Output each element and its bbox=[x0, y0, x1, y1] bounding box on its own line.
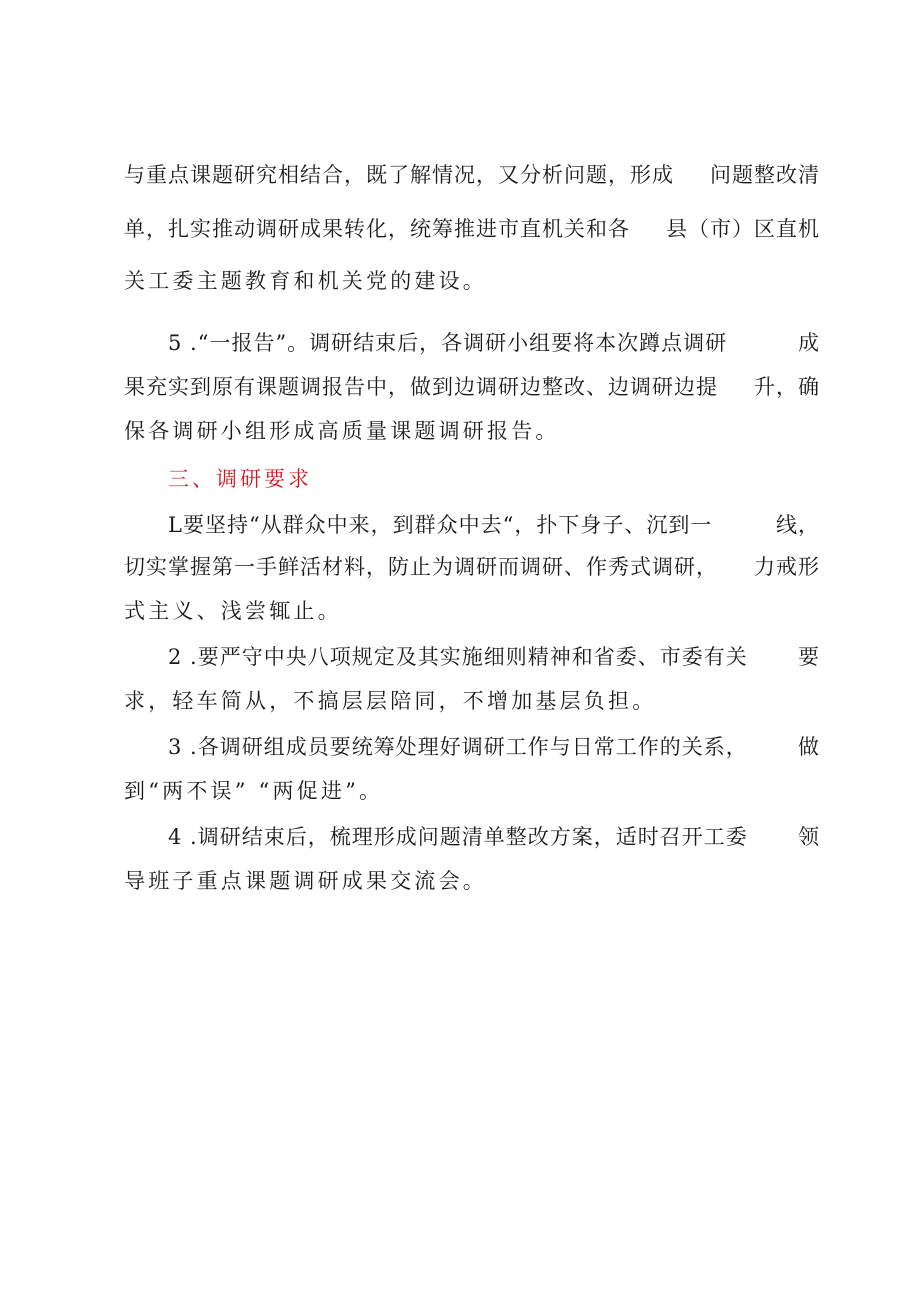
text-segment: 到“两不误” “两促进”。 bbox=[124, 779, 384, 803]
text-segment: 要 bbox=[798, 645, 820, 669]
text-segment: 保各调研小组形成高质量课题调研报告。 bbox=[124, 419, 560, 443]
text-segment: L要坚持“从群众中来，到群众中去“，扑下身子、沉到一 bbox=[168, 513, 713, 537]
text-segment: 导班子重点课题调研成果交流会。 bbox=[124, 869, 487, 893]
para1-line1 bbox=[124, 160, 820, 190]
req4-line2 bbox=[124, 866, 820, 896]
text-segment: 领 bbox=[798, 825, 820, 849]
para2-line1 bbox=[168, 328, 820, 358]
req1-line3 bbox=[124, 596, 820, 626]
para1-line2 bbox=[124, 214, 820, 244]
text-segment: 切实掌握第一手鲜活材料，防止为调研而调研、作秀式调研， bbox=[124, 555, 718, 579]
text-segment: 做 bbox=[798, 735, 820, 759]
text-segment: 单，扎实推动调研成果转化，统筹推进市直机关和各 bbox=[124, 217, 630, 241]
req3-line2 bbox=[124, 776, 820, 806]
text-segment: 力戒形 bbox=[754, 555, 820, 579]
text-segment: 5 .“一报告”。调研结束后，各调研小组要将本次蹲点调研 bbox=[168, 331, 728, 355]
req2-line1 bbox=[168, 642, 820, 672]
text-segment: 升，确 bbox=[754, 375, 820, 399]
text-segment: 果充实到原有课题调报告中，做到边调研边整改、边调研边提 bbox=[124, 375, 718, 399]
text-segment: 3 .各调研组成员要统筹处理好调研工作与日常工作的关系， bbox=[168, 735, 748, 759]
text-segment: 4 .调研结束后，梳理形成问题清单整改方案，适时召开工委 bbox=[168, 825, 748, 849]
text-segment: 问题整改清 bbox=[710, 163, 820, 187]
req1-line1 bbox=[168, 510, 820, 540]
req1-line2 bbox=[124, 552, 820, 582]
text-segment: 2 .要严守中央八项规定及其实施细则精神和省委、市委有关 bbox=[168, 645, 748, 669]
text-segment: 求，轻车简从，不搞层层陪同，不增加基层负担。 bbox=[124, 689, 657, 713]
text-segment: 关工委主题教育和机关党的建设。 bbox=[124, 269, 487, 293]
text-segment: 成 bbox=[798, 331, 820, 355]
req4-line1 bbox=[168, 822, 820, 852]
para2-line3 bbox=[124, 416, 820, 446]
para2-line2 bbox=[124, 372, 820, 402]
req2-line2 bbox=[124, 686, 820, 716]
text-segment: 县（市）区直机 bbox=[666, 217, 820, 241]
text-segment: 与重点课题研究相结合，既了解情况，又分析问题，形成 bbox=[124, 163, 674, 187]
text-segment: 式主义、浅尝辄止。 bbox=[124, 599, 342, 623]
section-heading-requirements: 三、调研要求 bbox=[168, 467, 312, 491]
para1-line3 bbox=[124, 266, 820, 296]
req3-line1 bbox=[168, 732, 820, 762]
text-segment: 线， bbox=[776, 513, 820, 537]
